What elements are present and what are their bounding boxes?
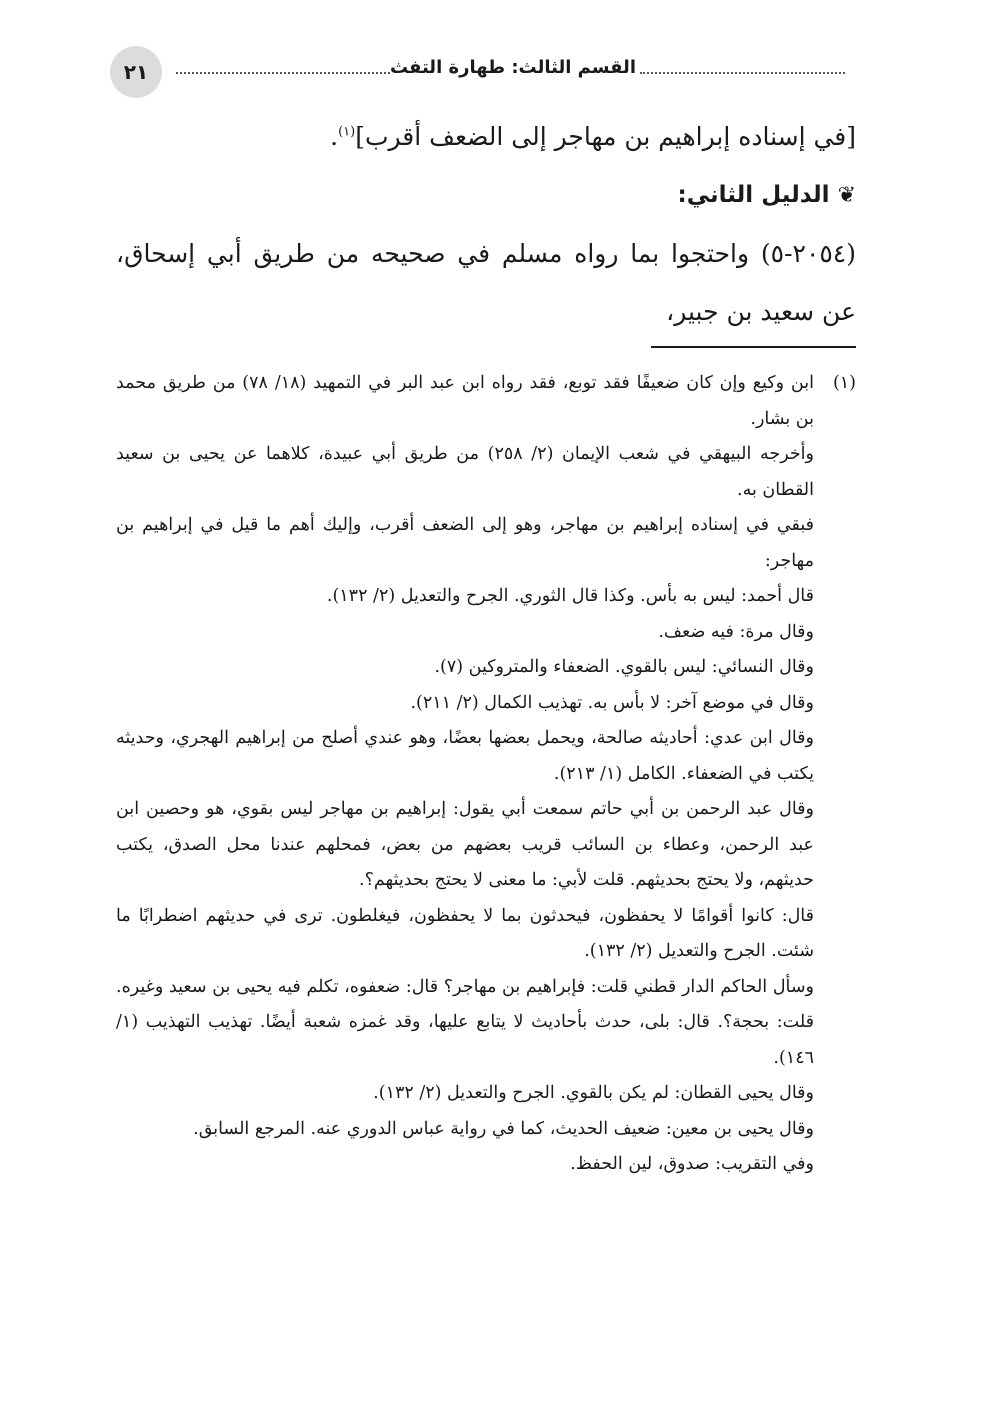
footnote-paragraph: وفي التقريب: صدوق، لين الحفظ.: [570, 1154, 814, 1174]
footnotes: [116, 366, 856, 1183]
footnote-paragraph: وقال مرة: فيه ضعف.: [658, 621, 814, 642]
page-number: ٢١: [110, 46, 162, 98]
footnote-paragraph: وقال النسائي: ليس بالقوي. الضعفاء والمتروكين (٧).: [434, 657, 814, 677]
footnote-paragraph: وقال ابن عدي: أحاديثه صالحة، ويحمل بعضها بعضًا، وهو عندي أصلح من إبراهيم الهجري، وحديثه يكتب في الضعفاء. الكامل (١/ ٢١٣).: [116, 728, 814, 784]
main-line-1-text: [في إسناده إبراهيم بن مهاجر إلى الضعف أقرب]: [355, 122, 856, 151]
footnote-paragraph: وأخرجه البيهقي في شعب الإيمان (٢/ ٢٥٨) من طريق أبي عبيدة، كلاهما عن يحيى بن سعيد القطان به.: [116, 444, 814, 500]
footnote-paragraph: قال أحمد: ليس به بأس. وكذا قال الثوري. الجرح والتعديل (٢/ ١٣٢).: [326, 586, 814, 606]
footnote-paragraph: قال: كانوا أقوامًا لا يحفظون، فيحدثون بما لا يحفظون، فيغلطون. ترى في حديثهم اضطرابًا ما شئت. الجرح والتعديل (٢/ ١٣٢).: [116, 905, 814, 961]
footnote-paragraph: وقال يحيى بن معين: ضعيف الحديث، كما في رواية عباس الدوري عنه. المرجع السابق.: [193, 1118, 814, 1139]
footnote-paragraph: ابن وكيع وإن كان ضعيفًا فقد توبع، فقد رواه ابن عبد البر في التمهيد (١٨/ ٧٨) من طريق محمد بن بشار.: [116, 373, 814, 429]
footnote-paragraph: وسأل الحاكم الدار قطني قلت: فإبراهيم بن مهاجر؟ قال: ضعفوه، تكلم فيه يحيى بن سعيد وغيره. قلت: بحجة؟. قال: بلى، حدث بأحاديث لا يتابع عليها، وقد غمزه شعبة أيضًا. تهذيب التهذيب (١/ ١٤٦).: [116, 976, 814, 1068]
header-dots-right: [640, 72, 845, 74]
leaf-mark-icon: ❦: [837, 183, 856, 208]
footnote-paragraph: وقال عبد الرحمن بن أبي حاتم سمعت أبي يقول: إبراهيم بن مهاجر ليس بقوي، هو وحصين ابن عبد الرحمن، وعطاء بن السائب قريب بعضهم من بعض، فمحلهم عندنا محل الصدق، يكتب حديثهم، ولا يحتج بحديثهم. قلت لأبي: ما معنى لا يحتج بحديثهم؟.: [116, 799, 814, 890]
main-line-1: [116, 108, 856, 166]
header-dots-left: [176, 72, 390, 74]
section-heading: [116, 166, 856, 225]
main-line-1-end: .: [330, 122, 339, 151]
header-title: القسم الثالث: طهارة التفث: [389, 57, 636, 78]
footnote-body: [116, 366, 814, 1183]
main-text: [116, 108, 856, 341]
footnote-paragraph: وقال يحيى القطان: لم يكن بالقوي. الجرح والتعديل (٢/ ١٣٢).: [373, 1083, 814, 1103]
footnote-paragraph: فبقي في إسناده إبراهيم بن مهاجر، وهو إلى الضعف أقرب، وإليك أهم ما قيل في إبراهيم بن مهاجر:: [116, 515, 814, 571]
footnote-separator: [651, 346, 856, 348]
running-header: [110, 46, 845, 98]
footnote-paragraph: وقال في موضع آخر: لا بأس به. تهذيب الكمال (٢/ ٢١١).: [410, 692, 814, 713]
section-heading-text: الدليل الثاني:: [677, 182, 830, 208]
footnote-number: (١): [832, 373, 856, 393]
main-paragraph: (٢٠٥٤-٥) واحتجوا بما رواه مسلم في صحيحه من طريق أبي إسحاق، عن سعيد بن جبير،: [116, 239, 856, 326]
footnote-ref-1[interactable]: (١): [338, 124, 356, 140]
